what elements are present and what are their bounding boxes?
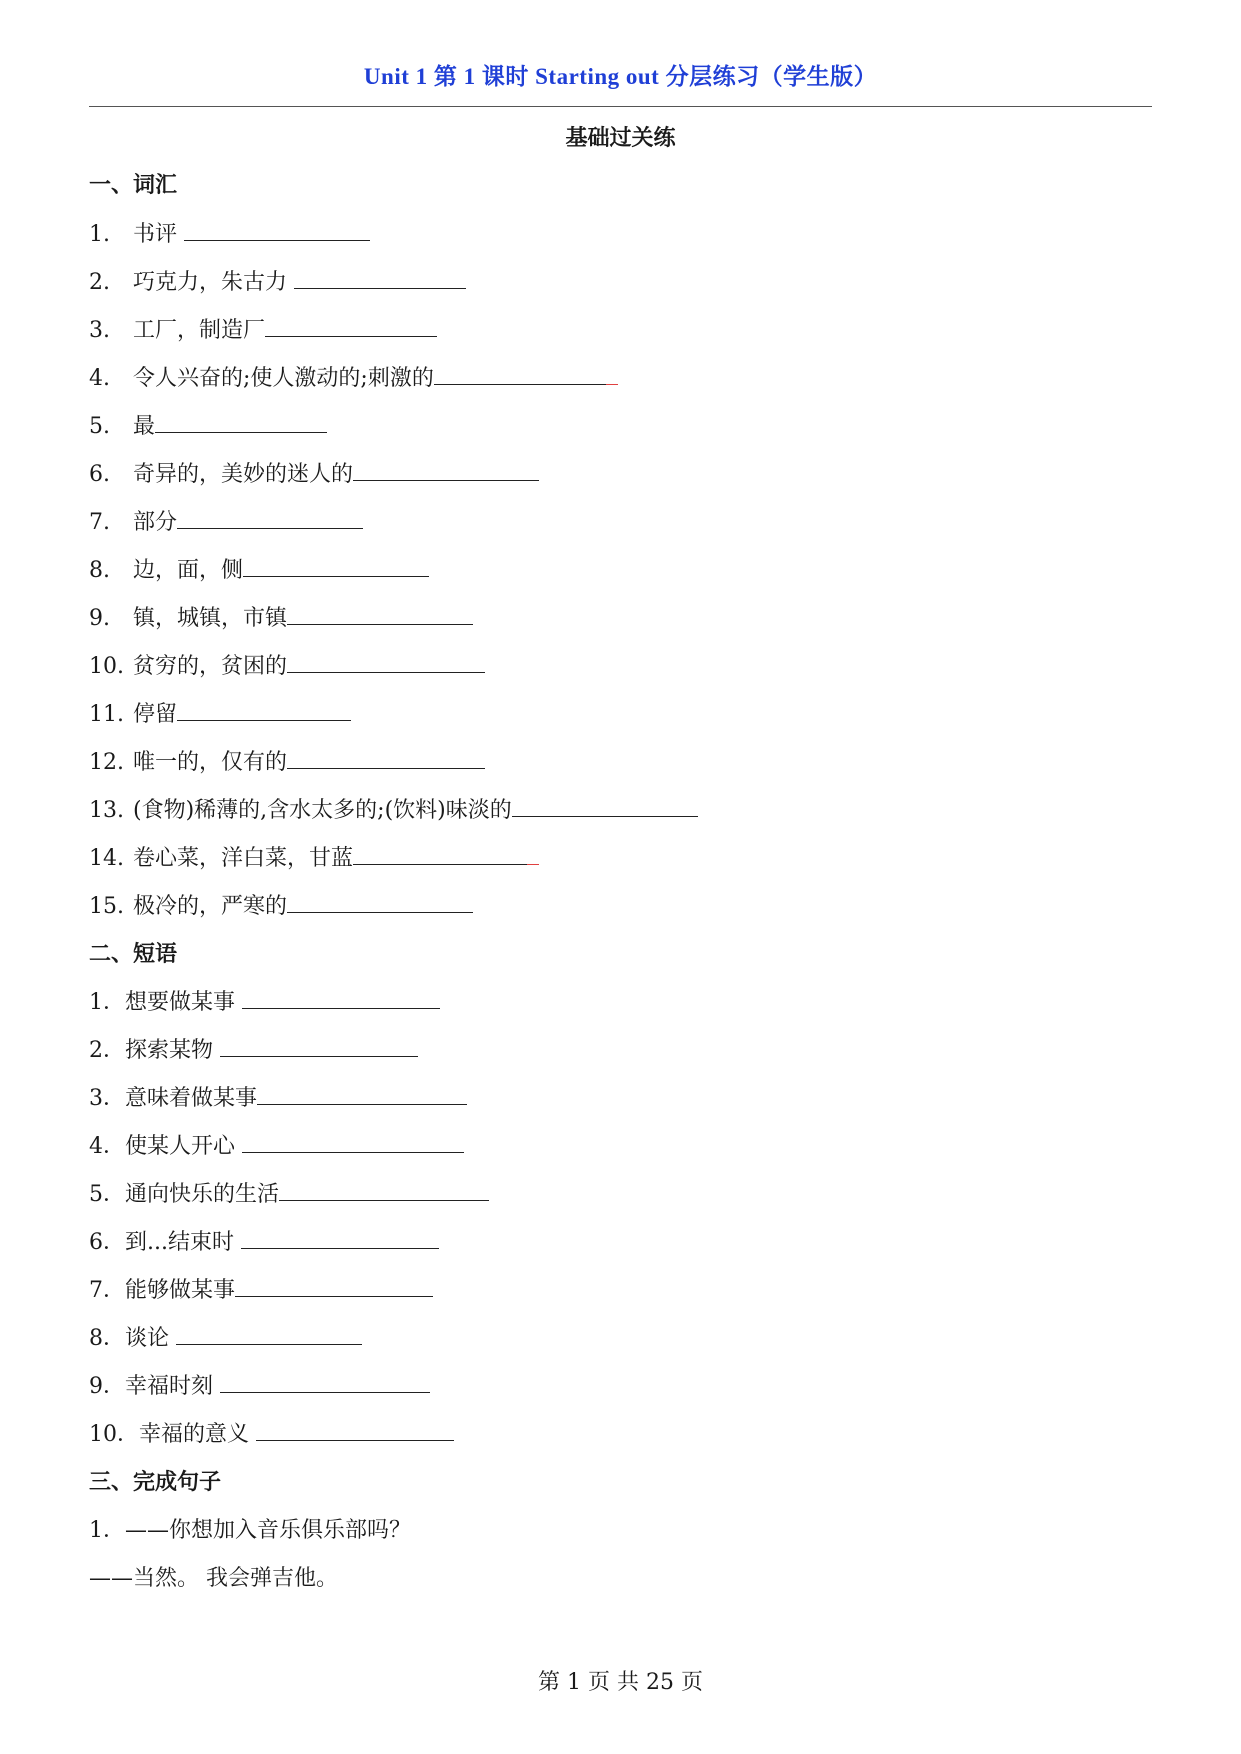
- answer-blank[interactable]: [256, 1420, 454, 1441]
- answer-blank[interactable]: [155, 412, 327, 433]
- answer-blank[interactable]: [287, 892, 473, 913]
- item-number: 8．: [89, 1326, 125, 1351]
- item-number: 1．: [89, 990, 125, 1015]
- vocab-item-7: [89, 505, 363, 536]
- answer-blank[interactable]: [220, 1372, 430, 1393]
- item-number: 1.: [89, 222, 110, 247]
- answer-blank[interactable]: [257, 1084, 467, 1105]
- item-text: 最: [133, 414, 156, 439]
- vocab-item-10: [89, 649, 485, 680]
- vocab-item-8: [89, 553, 429, 584]
- item-text: 贫穷的，贫困的: [133, 654, 288, 679]
- red-mark: [606, 384, 618, 385]
- item-text: 令人兴奋的;使人激动的;刺激的: [133, 366, 434, 391]
- vocab-item-15: [89, 889, 473, 920]
- item-number: 2．: [89, 1038, 125, 1063]
- item-number: 15.: [89, 894, 124, 919]
- item-text: 巧克力，朱古力: [133, 270, 294, 295]
- phrase-item-2: [89, 1033, 418, 1064]
- answer-blank[interactable]: [265, 316, 437, 337]
- item-number: 10.: [89, 654, 124, 679]
- item-text: 想要做某事: [125, 990, 242, 1015]
- item-text: 到...结束时: [125, 1230, 241, 1255]
- answer-blank[interactable]: [353, 844, 539, 865]
- answer-blank[interactable]: [287, 604, 473, 625]
- item-text: 卷心菜，洋白菜，甘蓝: [133, 846, 354, 871]
- item-text: 通向快乐的生活: [125, 1182, 280, 1207]
- item-text: 边，面，侧: [133, 558, 244, 583]
- phrase-item-6: [89, 1225, 439, 1256]
- item-number: 10．: [89, 1422, 139, 1447]
- item-text: 能够做某事: [125, 1278, 236, 1303]
- red-mark: [527, 864, 539, 865]
- answer-blank[interactable]: [235, 1276, 433, 1297]
- vocab-item-3: [89, 313, 437, 344]
- vocab-item-6: [89, 457, 539, 488]
- sentence-answer-1: ——当然。 我会弹吉他。: [89, 1566, 338, 1591]
- answer-blank[interactable]: [287, 748, 485, 769]
- item-text: 奇异的，美妙的迷人的: [133, 462, 354, 487]
- item-text: 镇，城镇，市镇: [133, 606, 288, 631]
- phrase-item-5: [89, 1177, 489, 1208]
- item-text: 停留: [133, 702, 178, 727]
- item-number: 7．: [89, 1278, 125, 1303]
- phrase-item-8: [89, 1321, 362, 1352]
- item-number: 9.: [89, 606, 110, 631]
- item-text: 唯一的，仅有的: [133, 750, 288, 775]
- phrase-item-3: [89, 1081, 467, 1112]
- vocab-item-2: [89, 265, 466, 296]
- item-text: 书评: [133, 222, 184, 247]
- item-text: 幸福的意义: [139, 1422, 256, 1447]
- answer-blank[interactable]: [177, 508, 363, 529]
- vocab-item-1: [89, 217, 370, 248]
- item-text: 幸福时刻: [125, 1374, 220, 1399]
- section-title: 基础过关练: [565, 125, 676, 151]
- sentences-heading: 三、完成句子: [89, 1469, 222, 1495]
- answer-blank[interactable]: [220, 1036, 418, 1057]
- item-text: 谈论: [125, 1326, 176, 1351]
- answer-blank[interactable]: [177, 700, 351, 721]
- answer-blank[interactable]: [294, 268, 466, 289]
- item-text: 使某人开心: [125, 1134, 242, 1159]
- item-number: 12.: [89, 750, 124, 775]
- item-number: 5．: [89, 1182, 125, 1207]
- item-number: 2.: [89, 270, 110, 295]
- item-text: 工厂，制造厂: [133, 318, 266, 343]
- item-number: 11.: [89, 702, 124, 727]
- item-number: 8.: [89, 558, 110, 583]
- item-text: 部分: [133, 510, 178, 535]
- header-divider: [89, 106, 1152, 107]
- item-number: 4.: [89, 366, 110, 391]
- answer-blank[interactable]: [512, 796, 698, 817]
- vocab-item-4: [89, 361, 618, 392]
- item-number: 7.: [89, 510, 110, 535]
- phrase-item-7: [89, 1273, 433, 1304]
- answer-blank[interactable]: [242, 1132, 464, 1153]
- item-number: 5.: [89, 414, 110, 439]
- answer-blank[interactable]: [353, 460, 539, 481]
- answer-blank[interactable]: [434, 364, 618, 385]
- vocab-item-12: [89, 745, 485, 776]
- sentence-question-1: 1．——你想加入音乐俱乐部吗？: [89, 1518, 411, 1543]
- vocab-item-11: [89, 697, 351, 728]
- phrase-item-10: [89, 1417, 454, 1448]
- phrase-item-9: [89, 1369, 430, 1400]
- answer-blank[interactable]: [243, 556, 429, 577]
- phrase-item-4: [89, 1129, 464, 1160]
- vocab-item-13: [89, 793, 698, 824]
- phrases-heading: 二、短语: [89, 941, 178, 967]
- answer-blank[interactable]: [242, 988, 440, 1009]
- phrase-item-1: [89, 985, 440, 1016]
- answer-blank[interactable]: [176, 1324, 362, 1345]
- item-number: 3．: [89, 1086, 125, 1111]
- vocab-item-5: [89, 409, 327, 440]
- item-text: (食物)稀薄的,含水太多的;(饮料)味淡的: [133, 798, 512, 823]
- item-number: 3.: [89, 318, 110, 343]
- item-text: 意味着做某事: [125, 1086, 258, 1111]
- answer-blank[interactable]: [241, 1228, 439, 1249]
- item-number: 4．: [89, 1134, 125, 1159]
- answer-blank[interactable]: [184, 220, 370, 241]
- answer-blank[interactable]: [287, 652, 485, 673]
- item-text: 极冷的，严寒的: [133, 894, 288, 919]
- item-number: 9．: [89, 1374, 125, 1399]
- item-number: 6．: [89, 1230, 125, 1255]
- vocab-item-9: [89, 601, 473, 632]
- page-footer: 第 1 页 共 25 页: [538, 1670, 703, 1695]
- vocab-item-14: [89, 841, 539, 872]
- vocab-heading: 一、词汇: [89, 172, 178, 198]
- item-number: 6.: [89, 462, 110, 487]
- item-number: 13.: [89, 798, 124, 823]
- item-text: 探索某物: [125, 1038, 220, 1063]
- answer-blank[interactable]: [279, 1180, 489, 1201]
- document-header-title: Unit 1 第 1 课时 Starting out 分层练习（学生版）: [363, 64, 878, 89]
- item-number: 14.: [89, 846, 124, 871]
